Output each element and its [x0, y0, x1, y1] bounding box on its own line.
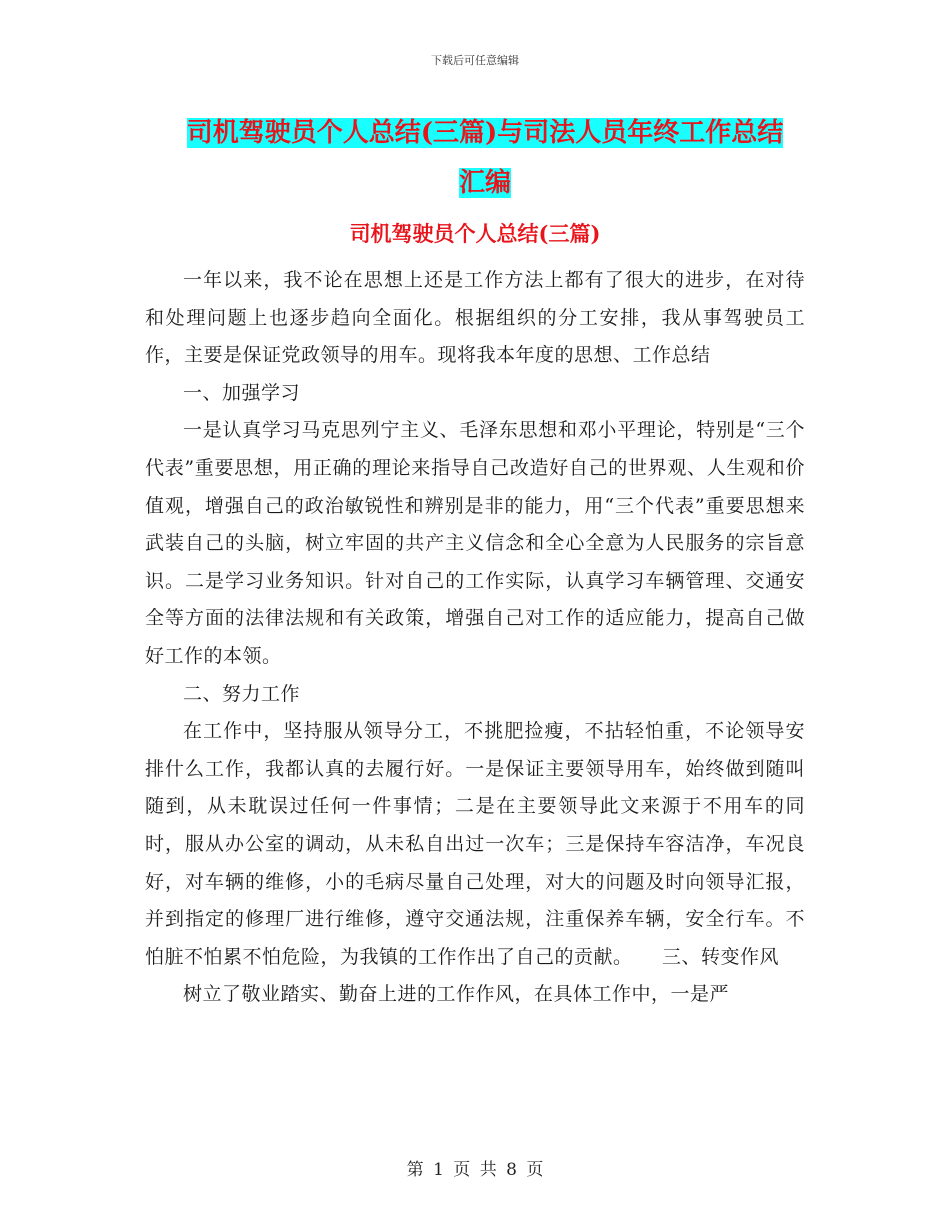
document-title [140, 108, 830, 208]
paragraph-work: 在工作中，坚持服从领导分工，不挑肥捡瘦，不拈轻怕重，不论领导安排什么工作，我都认真的去履行好。一是保证主要领导用车，始终做到随叫随到，从未耽误过任何一件事情；二是在主要领导此文来源于不用车的同时，服从办公室的调动，从未私自出过一次车；三是保持车容洁净，车况良好，对车辆的维修，小的毛病尽量自己处理，对大的问题及时向领导汇报，并到指定的修理厂进行维修，遵守交通法规，注重保养车辆，安全行车。不怕脏不怕累不怕危险，为我镇的工作作出了自己的贡献。 三、转变作风 [145, 720, 805, 968]
section-title: 司机驾驶员个人总结(三篇) [349, 221, 601, 246]
page-header-note: 下载后可任意编辑 [431, 54, 519, 67]
document-title-line-2: 汇编 [458, 168, 511, 198]
page-footer-number: 第 1 页 共 8 页 [406, 1160, 544, 1180]
document-body [145, 262, 805, 1014]
paragraph-study: 一是认真学习马克思列宁主义、毛泽东思想和邓小平理论，特别是“三个代表”重要思想，用正确的理论来指导自己改造好自己的世界观、人生观和价值观，增强自己的政治敏锐性和辨别是非的能力，用“三个代表”重要思想来武装自己的头脑，树立牢固的共产主义信念和全心全意为人民服务的宗旨意识。二是学习业务知识。针对自己的工作实际，认真学习车辆管理、交通安全等方面的法律法规和有关政策，增强自己对工作的适应能力，提高自己做好工作的本领。 [145, 419, 805, 667]
heading-study: 一、加强学习 [183, 381, 301, 404]
document-title-line-1: 司机驾驶员个人总结(三篇)与司法人员年终工作总结 [186, 118, 784, 148]
paragraph-intro: 一年以来，我不论在思想上还是工作方法上都有了很大的进步，在对待和处理问题上也逐步趋向全面化。根据组织的分工安排，我从事驾驶员工作，主要是保证党政领导的用车。现将我本年度的思想、工作总结 [145, 269, 805, 367]
paragraph-style: 树立了敬业踏实、勤奋上进的工作作风，在具体工作中，一是严 [183, 983, 730, 1006]
heading-work: 二、努力工作 [183, 682, 301, 705]
